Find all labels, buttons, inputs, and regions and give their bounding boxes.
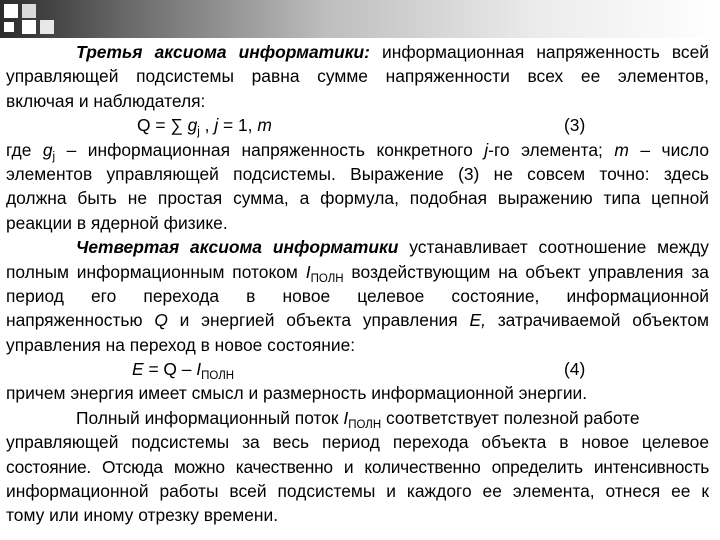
decor-square: [40, 20, 54, 34]
p3-line-5: управления на переход в новое состояние:: [6, 334, 356, 355]
p2-line-1: где $g_j$ – информационная напряженность конкретного j-го элемента; m – число: [6, 139, 710, 163]
decor-square: [22, 20, 36, 34]
decor-square: [22, 4, 36, 18]
p2-line-3: должна быть не простая сумма, а формула, подобная выражению типа цепной: [6, 188, 709, 209]
decor-square: [4, 4, 18, 18]
p2-line-2: элементов управляющей подсистемы. Выражение (3) не совсем точно: здесь: [6, 163, 709, 184]
p3-line-2: полным информационным потоком $I_{ПОЛН}$ воздействующим на объект управления за: [6, 261, 709, 285]
slide-body: [6, 40, 709, 528]
p5-line-5: тому или иному отрезку времени.: [6, 505, 279, 526]
axiom-4-title: Четвертая аксиома информатики: [76, 237, 399, 258]
axiom-3-title: Третья аксиома информатики:: [76, 42, 370, 62]
decor-square: [4, 22, 14, 32]
p1-line-3: включая и наблюдателя:: [6, 90, 206, 111]
p2-line-4: реакции в ядерной физике.: [6, 212, 228, 233]
p3-line-4: напряженностью Q и энергией объекта управления E, затрачиваемой объектом: [6, 310, 709, 331]
p3-line-1: Четвертая аксиома информатики устанавливает соотношение между: [76, 237, 710, 258]
formula-4-number: (4): [564, 359, 586, 380]
p1-line-2: управляющей подсистемы равна сумме напряженности всех ее элементов,: [6, 66, 709, 87]
p4-line-1: причем энергия имеет смысл и размерность информационной энергии.: [6, 383, 588, 404]
p5-line-2: управляющей подсистемы за весь период перехода объекта в новое целевое: [6, 432, 709, 453]
p3-line-3: период его перехода в новое целевое состояние, информационной: [6, 285, 709, 306]
p1-line-1: Третья аксиома информатики: информационная напряженность всей: [76, 42, 710, 62]
formula-3: Q = ∑ $g_j$ , j = 1, m (3): [137, 115, 586, 139]
p5-line-4: информационной работы всей подсистемы и каждого ее элемента, отнеся ее к: [6, 481, 709, 502]
p5-line-3: состояние. Отсюда можно качественно и количественно определить интенсивность: [6, 456, 709, 477]
formula-3-number: (3): [564, 115, 586, 136]
formula-4: $E = Q - I_{ПОЛН}$ (4): [132, 359, 586, 383]
p5-line-1: Полный информационный поток $I_{ПОЛН}$ соответствует полезной работе: [76, 407, 640, 431]
header-gradient-band: [0, 0, 720, 38]
